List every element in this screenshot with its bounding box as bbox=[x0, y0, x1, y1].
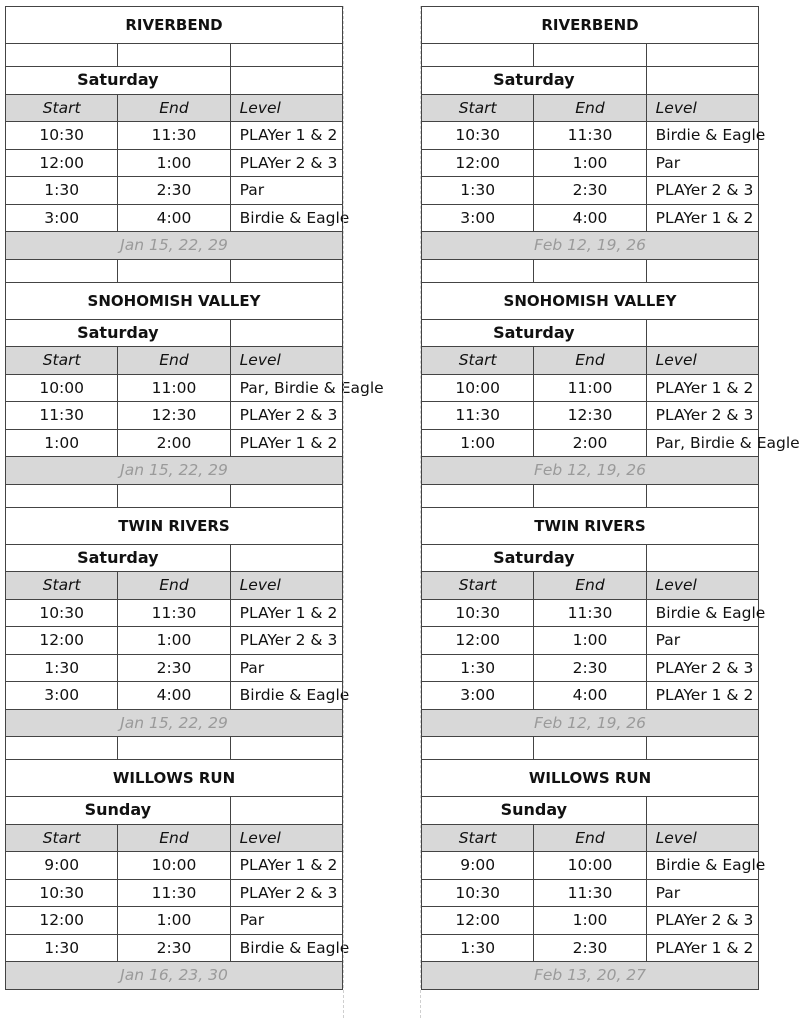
end-header: End bbox=[534, 347, 646, 375]
level: PLAYer 1 & 2 bbox=[646, 374, 758, 402]
level: PLAYer 2 & 3 bbox=[646, 654, 758, 682]
schedule-row bbox=[422, 654, 759, 682]
day-row bbox=[6, 544, 343, 572]
level: PLAYer 1 & 2 bbox=[646, 934, 758, 962]
day-row bbox=[422, 319, 759, 347]
session-dates: Jan 15, 22, 29 bbox=[6, 709, 343, 737]
end-time: 2:00 bbox=[118, 429, 230, 457]
level: PLAYer 2 & 3 bbox=[646, 177, 758, 205]
level-header: Level bbox=[230, 824, 342, 852]
day-label: Saturday bbox=[422, 67, 647, 95]
start-time: 10:30 bbox=[422, 879, 534, 907]
day-label: Saturday bbox=[422, 319, 647, 347]
level: Par bbox=[646, 627, 758, 655]
schedule-row bbox=[6, 599, 343, 627]
level: PLAYer 1 & 2 bbox=[230, 122, 342, 150]
spacer-row bbox=[6, 259, 343, 282]
start-time: 10:30 bbox=[422, 122, 534, 150]
spacer-row bbox=[6, 484, 343, 507]
start-header: Start bbox=[6, 824, 118, 852]
column-header-row bbox=[422, 572, 759, 600]
schedule-row bbox=[422, 122, 759, 150]
schedule-row bbox=[6, 879, 343, 907]
dates-row bbox=[422, 457, 759, 485]
day-label: Sunday bbox=[422, 797, 647, 825]
section-title-row bbox=[6, 282, 343, 319]
schedule-row bbox=[422, 879, 759, 907]
start-time: 1:00 bbox=[422, 429, 534, 457]
level-header: Level bbox=[646, 347, 758, 375]
level: Par, Birdie & Eagle bbox=[646, 429, 758, 457]
spacer-row bbox=[6, 737, 343, 760]
start-time: 1:30 bbox=[6, 177, 118, 205]
schedule-row bbox=[6, 682, 343, 710]
section-title-row bbox=[6, 760, 343, 797]
schedule-row bbox=[6, 177, 343, 205]
start-time: 12:00 bbox=[422, 907, 534, 935]
schedule-row bbox=[422, 599, 759, 627]
end-time: 4:00 bbox=[118, 682, 230, 710]
schedule-row bbox=[422, 429, 759, 457]
level: PLAYer 2 & 3 bbox=[646, 907, 758, 935]
section-title: RIVERBEND bbox=[6, 7, 343, 44]
spacer-row bbox=[6, 44, 343, 67]
day-row bbox=[6, 67, 343, 95]
end-time: 2:30 bbox=[118, 654, 230, 682]
schedule-row bbox=[6, 374, 343, 402]
start-time: 10:00 bbox=[6, 374, 118, 402]
end-time: 1:00 bbox=[118, 149, 230, 177]
level: Par bbox=[646, 149, 758, 177]
start-time: 12:00 bbox=[6, 627, 118, 655]
end-time: 1:00 bbox=[534, 149, 646, 177]
session-dates: Feb 13, 20, 27 bbox=[422, 962, 759, 990]
start-time: 1:30 bbox=[422, 654, 534, 682]
level: PLAYer 2 & 3 bbox=[230, 149, 342, 177]
level: Birdie & Eagle bbox=[646, 852, 758, 880]
schedule-row bbox=[6, 654, 343, 682]
end-time: 1:00 bbox=[118, 627, 230, 655]
day-label: Saturday bbox=[6, 67, 231, 95]
schedule-row bbox=[422, 149, 759, 177]
level: Par bbox=[230, 177, 342, 205]
schedule-row bbox=[422, 907, 759, 935]
start-time: 1:30 bbox=[422, 177, 534, 205]
start-header: Start bbox=[6, 94, 118, 122]
end-time: 2:30 bbox=[118, 934, 230, 962]
schedule-row bbox=[422, 204, 759, 232]
end-time: 4:00 bbox=[118, 204, 230, 232]
start-header: Start bbox=[6, 347, 118, 375]
end-time: 2:30 bbox=[118, 177, 230, 205]
section-title: TWIN RIVERS bbox=[422, 507, 759, 544]
start-time: 1:30 bbox=[6, 934, 118, 962]
session-dates: Feb 12, 19, 26 bbox=[422, 457, 759, 485]
dates-row bbox=[422, 709, 759, 737]
start-time: 10:30 bbox=[422, 599, 534, 627]
schedule-row bbox=[6, 907, 343, 935]
start-time: 3:00 bbox=[6, 204, 118, 232]
level: Birdie & Eagle bbox=[646, 122, 758, 150]
start-time: 12:00 bbox=[6, 149, 118, 177]
start-time: 12:00 bbox=[6, 907, 118, 935]
level: PLAYer 1 & 2 bbox=[646, 204, 758, 232]
start-time: 3:00 bbox=[6, 682, 118, 710]
end-time: 2:00 bbox=[534, 429, 646, 457]
column-header-row bbox=[422, 347, 759, 375]
end-time: 11:30 bbox=[118, 599, 230, 627]
start-time: 9:00 bbox=[422, 852, 534, 880]
end-time: 11:30 bbox=[534, 599, 646, 627]
section-title: WILLOWS RUN bbox=[6, 760, 343, 797]
level: Birdie & Eagle bbox=[230, 204, 342, 232]
schedule-table bbox=[5, 6, 384, 990]
start-time: 10:30 bbox=[6, 599, 118, 627]
column-divider bbox=[343, 6, 421, 1018]
section-title: TWIN RIVERS bbox=[6, 507, 343, 544]
spacer-row bbox=[422, 44, 759, 67]
start-header: Start bbox=[422, 94, 534, 122]
day-row bbox=[422, 797, 759, 825]
end-time: 11:30 bbox=[118, 122, 230, 150]
level: Birdie & Eagle bbox=[230, 934, 342, 962]
level: PLAYer 1 & 2 bbox=[230, 429, 342, 457]
schedule-row bbox=[422, 177, 759, 205]
schedule-row bbox=[422, 852, 759, 880]
spacer-row bbox=[422, 737, 759, 760]
session-dates: Jan 15, 22, 29 bbox=[6, 232, 343, 260]
level-header: Level bbox=[230, 572, 342, 600]
end-header: End bbox=[534, 572, 646, 600]
start-time: 1:30 bbox=[6, 654, 118, 682]
column-header-row bbox=[6, 824, 343, 852]
dates-row bbox=[422, 962, 759, 990]
start-header: Start bbox=[422, 572, 534, 600]
level-header: Level bbox=[230, 94, 342, 122]
end-header: End bbox=[118, 824, 230, 852]
end-time: 4:00 bbox=[534, 682, 646, 710]
start-time: 1:00 bbox=[6, 429, 118, 457]
section-title: SNOHOMISH VALLEY bbox=[422, 282, 759, 319]
start-time: 10:00 bbox=[422, 374, 534, 402]
schedule-row bbox=[6, 149, 343, 177]
start-time: 12:00 bbox=[422, 149, 534, 177]
dates-row bbox=[422, 232, 759, 260]
level: PLAYer 2 & 3 bbox=[646, 402, 758, 430]
end-time: 11:30 bbox=[534, 122, 646, 150]
day-row bbox=[422, 544, 759, 572]
end-header: End bbox=[118, 94, 230, 122]
column-header-row bbox=[6, 347, 343, 375]
level-header: Level bbox=[646, 824, 758, 852]
end-time: 10:00 bbox=[118, 852, 230, 880]
schedule-row bbox=[6, 429, 343, 457]
start-time: 9:00 bbox=[6, 852, 118, 880]
end-time: 10:00 bbox=[534, 852, 646, 880]
day-row bbox=[6, 797, 343, 825]
day-row bbox=[422, 67, 759, 95]
section-title: SNOHOMISH VALLEY bbox=[6, 282, 343, 319]
level: Birdie & Eagle bbox=[230, 682, 342, 710]
schedule-column-january bbox=[5, 6, 384, 990]
dates-row bbox=[6, 232, 343, 260]
section-title-row bbox=[422, 507, 759, 544]
end-time: 4:00 bbox=[534, 204, 646, 232]
start-time: 12:00 bbox=[422, 627, 534, 655]
level-header: Level bbox=[646, 572, 758, 600]
schedule-row bbox=[6, 204, 343, 232]
start-time: 11:30 bbox=[422, 402, 534, 430]
schedule-table bbox=[421, 6, 800, 990]
schedule-row bbox=[422, 934, 759, 962]
end-header: End bbox=[534, 94, 646, 122]
end-header: End bbox=[118, 347, 230, 375]
end-header: End bbox=[118, 572, 230, 600]
level: PLAYer 2 & 3 bbox=[230, 402, 342, 430]
level-header: Level bbox=[646, 94, 758, 122]
schedule-row bbox=[6, 627, 343, 655]
level: Par bbox=[230, 907, 342, 935]
start-time: 3:00 bbox=[422, 204, 534, 232]
schedule-row bbox=[6, 122, 343, 150]
start-header: Start bbox=[422, 347, 534, 375]
level: Par bbox=[230, 654, 342, 682]
dates-row bbox=[6, 962, 343, 990]
start-time: 11:30 bbox=[6, 402, 118, 430]
session-dates: Feb 12, 19, 26 bbox=[422, 709, 759, 737]
level-header: Level bbox=[230, 347, 342, 375]
schedule-row bbox=[422, 374, 759, 402]
level: Par bbox=[646, 879, 758, 907]
level: Par, Birdie & Eagle bbox=[230, 374, 342, 402]
section-title-row bbox=[6, 7, 343, 44]
schedule-row bbox=[422, 627, 759, 655]
level: PLAYer 2 & 3 bbox=[230, 879, 342, 907]
end-time: 11:00 bbox=[118, 374, 230, 402]
day-label: Sunday bbox=[6, 797, 231, 825]
level: PLAYer 1 & 2 bbox=[230, 599, 342, 627]
spacer-row bbox=[422, 259, 759, 282]
start-header: Start bbox=[422, 824, 534, 852]
column-header-row bbox=[6, 572, 343, 600]
level: Birdie & Eagle bbox=[646, 599, 758, 627]
end-time: 1:00 bbox=[534, 627, 646, 655]
start-time: 10:30 bbox=[6, 122, 118, 150]
section-title: WILLOWS RUN bbox=[422, 760, 759, 797]
start-time: 10:30 bbox=[6, 879, 118, 907]
section-title-row bbox=[422, 760, 759, 797]
day-label: Saturday bbox=[6, 544, 231, 572]
column-header-row bbox=[422, 824, 759, 852]
day-label: Saturday bbox=[6, 319, 231, 347]
start-time: 1:30 bbox=[422, 934, 534, 962]
start-header: Start bbox=[6, 572, 118, 600]
schedule-row bbox=[6, 934, 343, 962]
end-time: 12:30 bbox=[534, 402, 646, 430]
end-time: 2:30 bbox=[534, 934, 646, 962]
level: PLAYer 2 & 3 bbox=[230, 627, 342, 655]
end-time: 11:30 bbox=[534, 879, 646, 907]
end-header: End bbox=[534, 824, 646, 852]
schedule-row bbox=[422, 682, 759, 710]
level: PLAYer 1 & 2 bbox=[646, 682, 758, 710]
section-title: RIVERBEND bbox=[422, 7, 759, 44]
end-time: 1:00 bbox=[118, 907, 230, 935]
schedule-row bbox=[422, 402, 759, 430]
end-time: 11:00 bbox=[534, 374, 646, 402]
schedule-row bbox=[6, 852, 343, 880]
schedule-column-february bbox=[421, 6, 800, 990]
end-time: 11:30 bbox=[118, 879, 230, 907]
section-title-row bbox=[422, 7, 759, 44]
column-header-row bbox=[6, 94, 343, 122]
end-time: 2:30 bbox=[534, 654, 646, 682]
session-dates: Jan 15, 22, 29 bbox=[6, 457, 343, 485]
start-time: 3:00 bbox=[422, 682, 534, 710]
session-dates: Feb 12, 19, 26 bbox=[422, 232, 759, 260]
dates-row bbox=[6, 709, 343, 737]
day-row bbox=[6, 319, 343, 347]
end-time: 2:30 bbox=[534, 177, 646, 205]
end-time: 1:00 bbox=[534, 907, 646, 935]
column-header-row bbox=[422, 94, 759, 122]
session-dates: Jan 16, 23, 30 bbox=[6, 962, 343, 990]
dates-row bbox=[6, 457, 343, 485]
section-title-row bbox=[422, 282, 759, 319]
schedule-row bbox=[6, 402, 343, 430]
end-time: 12:30 bbox=[118, 402, 230, 430]
spacer-row bbox=[422, 484, 759, 507]
section-title-row bbox=[6, 507, 343, 544]
level: PLAYer 1 & 2 bbox=[230, 852, 342, 880]
day-label: Saturday bbox=[422, 544, 647, 572]
